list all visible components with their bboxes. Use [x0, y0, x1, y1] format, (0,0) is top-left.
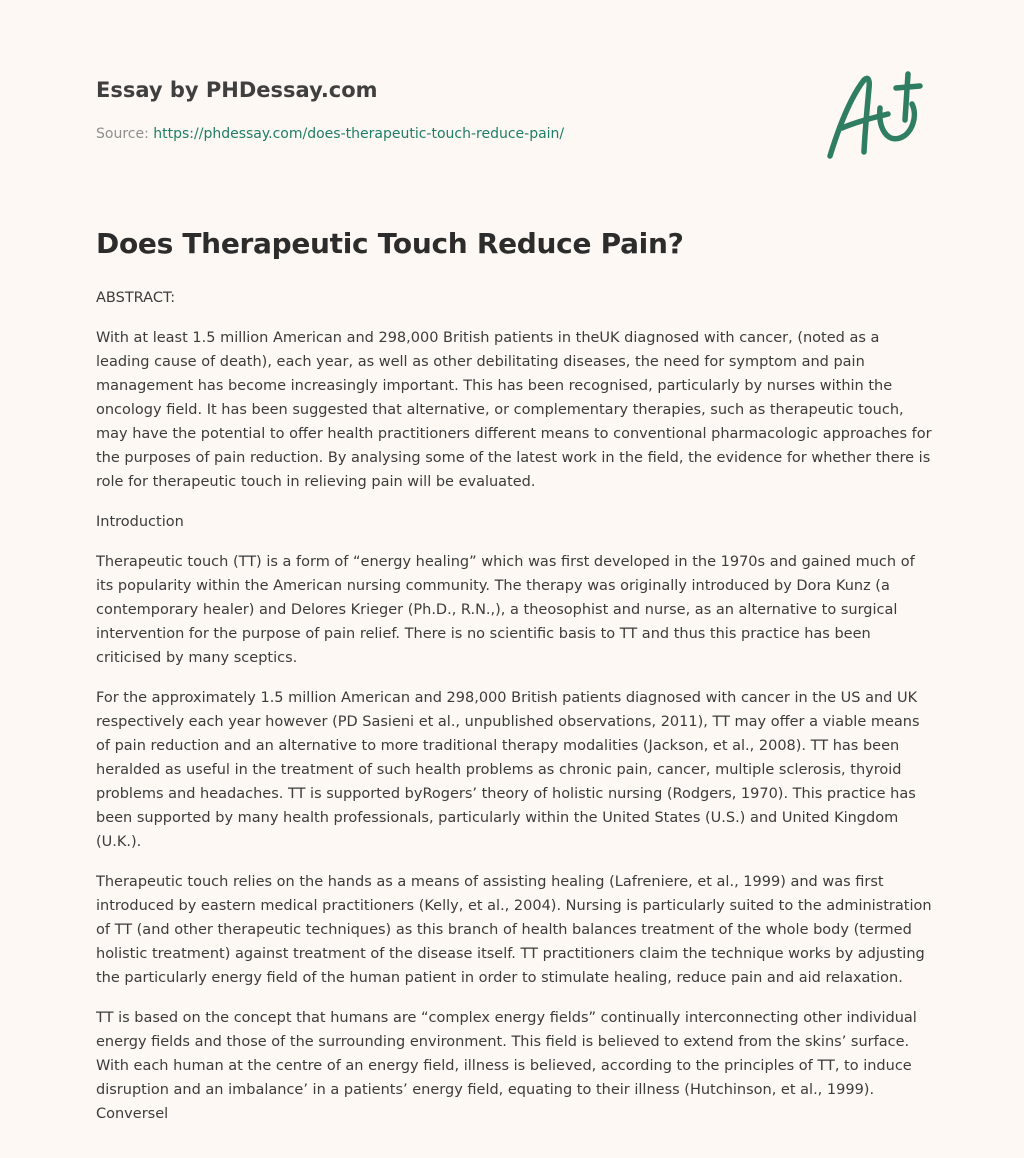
- site-header: [96, 76, 796, 144]
- body-paragraph: For the approximately 1.5 million American and 298,000 British patients diagnosed with cancer in the US and UK respectively each year however (PD Sasieni et al., unpublished observations, 2011), TT may offer a viable means of pain reduction and an alternative to more traditional therapy modalities (Jackson, et al., 2008). TT has been heralded as useful in the treatment of such health problems as chronic pain, cancer, multiple sclerosis, thyroid problems and headaches. TT is supported byRogers’ theory of holistic nursing (Rodgers, 1970). This practice has been supported by many health professionals, particularly within the United States (U.S.) and United Kingdom (U.K.).: [96, 690, 920, 850]
- site-title: Essay by PHDessay.com: [96, 78, 378, 102]
- abstract-paragraph: With at least 1.5 million American and 298,000 British patients in theUK diagnosed with cancer, (noted as a leading cause of death), each year, as well as other debilitating diseases, the need for symptom and pain management has become increasingly important. This has been recognised, particularly by nurses within the oncology field. It has been suggested that alternative, or complementary therapies, such as therapeutic touch, may have the potential to offer health practitioners different means to conventional pharmacologic approaches for the purposes of pain reduction. By analysing some of the latest work in the field, the evidence for whether there is role for therapeutic touch in relieving pain will be evaluated.: [96, 330, 932, 490]
- abstract-heading: ABSTRACT:: [96, 290, 176, 306]
- article: [96, 224, 932, 1142]
- body-paragraph: Therapeutic touch relies on the hands as a means of assisting healing (Lafreniere, et al., 1999) and was first introduced by eastern medical practitioners (Kelly, et al., 2004). Nursing is particularly suited to the administration of TT (and other therapeutic techniques) as this branch of health balances treatment of the whole body (termed holistic treatment) against treatment of the disease itself. TT practitioners claim the technique works by adjusting the particularly energy field of the human patient in order to stimulate healing, reduce pain and aid relaxation.: [96, 874, 932, 986]
- a-plus-grade-icon: [822, 68, 928, 164]
- body-paragraph: Therapeutic touch (TT) is a form of “energy healing” which was first developed in the 1970s and gained much of its popularity within the American nursing community. The therapy was originally introduced by Dora Kunz (a contemporary healer) and Delores Krieger (Ph.D., R.N.,), a theosophist and nurse, as an alternative to surgical intervention for the purpose of pain relief. There is no scientific basis to TT and thus this practice has been criticised by many sceptics.: [96, 554, 915, 666]
- article-title: Does Therapeutic Touch Reduce Pain?: [96, 227, 684, 260]
- introduction-heading: Introduction: [96, 514, 184, 530]
- source-link[interactable]: https://phdessay.com/does-therapeutic-touch-reduce-pain/: [153, 126, 565, 142]
- source-label: Source:: [96, 126, 149, 142]
- source-line: [96, 124, 796, 144]
- body-paragraph: TT is based on the concept that humans are “complex energy fields” continually interconnecting other individual energy fields and those of the surrounding environment. This field is believed to extend from the skins’ surface. With each human at the centre of an energy field, illness is believed, according to the principles of TT, to induce disruption and an imbalance’ in a patients’ energy field, equating to their illness (Hutchinson, et al., 1999). Conversel: [96, 1010, 917, 1122]
